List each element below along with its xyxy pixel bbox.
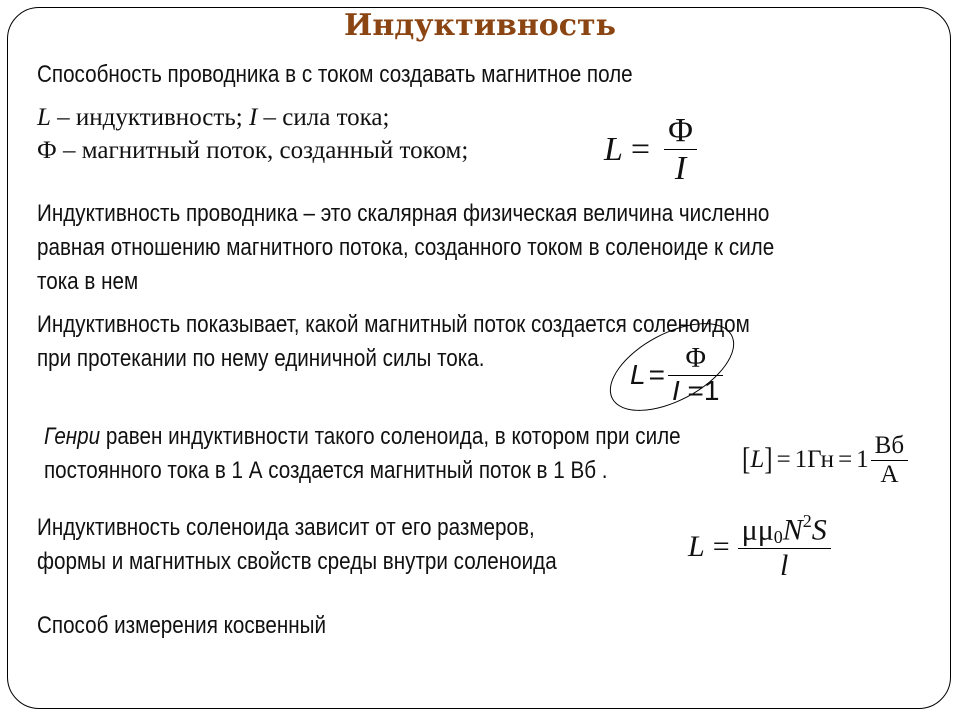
formula-fraction [668,344,723,407]
definition-line-3: тока в нем [37,268,139,295]
fraction-numerator: Φ [668,112,693,149]
slide-title: Индуктивность [343,8,617,43]
solenoid-line-1: Индуктивность соленоида зависит от его размеров, [37,514,535,541]
definition-line-1: Индуктивность проводника – это скалярная физическая величина численно [37,200,770,227]
formula-fraction [738,512,831,582]
formula-equals: = [648,359,665,391]
shows-line-1: Индуктивность показывает, какой магнитный поток создается соленоидом [37,311,750,338]
solenoid-line-2: формы и магнитных свойств среды внутри соленоида [37,548,557,575]
definition-I: – сила тока; [257,104,390,131]
formula-lhs: L [688,529,705,563]
formula-lhs: L [630,359,646,391]
formula-henry-unit [742,432,908,488]
bracket-open: [ [742,442,751,477]
intro-text: Способность проводника в с током создавать магнитное поле [37,61,633,88]
fraction-numerator [738,512,831,548]
henry-line-2: постоянного тока в 1 А создается магнитный поток в 1 Вб . [44,457,608,484]
formula-fraction [664,112,697,188]
formula-fraction [871,432,908,488]
fraction-denominator: А [880,460,899,488]
legend-line-2: Ф – магнитный поток, созданный током; [37,137,469,164]
fraction-denominator: l [780,548,789,582]
formula-henry: 1Гн [794,446,835,473]
symbol-L: L [37,104,51,131]
definition-L: – индуктивность; [50,104,249,131]
formula-equals-2: = [838,446,853,473]
mu-mu: μμ [741,513,774,547]
bracket-close: ] [764,442,773,477]
fraction-numerator: Вб [874,432,905,459]
denominator-equals-one: =1 [679,374,720,406]
subscript-zero: 0 [773,527,783,548]
superscript-two: 2 [802,511,812,531]
formula-unit-current [630,344,723,407]
fraction-denominator: I [674,150,687,188]
formula-lhs: L [750,446,765,473]
henry-line-1-rest: равен индуктивности такого соленоида, в котором при силе [100,423,681,450]
denominator-I: I [671,374,680,406]
symbol-I: I [248,104,258,131]
formula-equals: = [712,529,730,563]
formula-solenoid-inductance [688,512,831,582]
measurement-text: Способ измерения косвенный [37,612,327,639]
symbol-S: S [811,513,827,547]
symbol-N: N [782,513,803,547]
shows-line-2: при протекании по нему единичной силы тока. [37,345,485,372]
definition-line-2: равная отношению магнитного потока, созданного током в соленоиде к силе [37,234,775,261]
legend-line-1 [37,101,389,134]
formula-equals-1: = [776,446,791,473]
fraction-numerator: Φ [685,343,706,374]
henry-term: Генри [44,423,101,450]
formula-inductance [604,112,697,188]
formula-coefficient: 1 [856,446,869,473]
formula-lhs: L [604,130,623,168]
formula-equals: = [630,130,651,168]
fraction-denominator [668,376,723,407]
henry-line-1 [44,420,681,454]
